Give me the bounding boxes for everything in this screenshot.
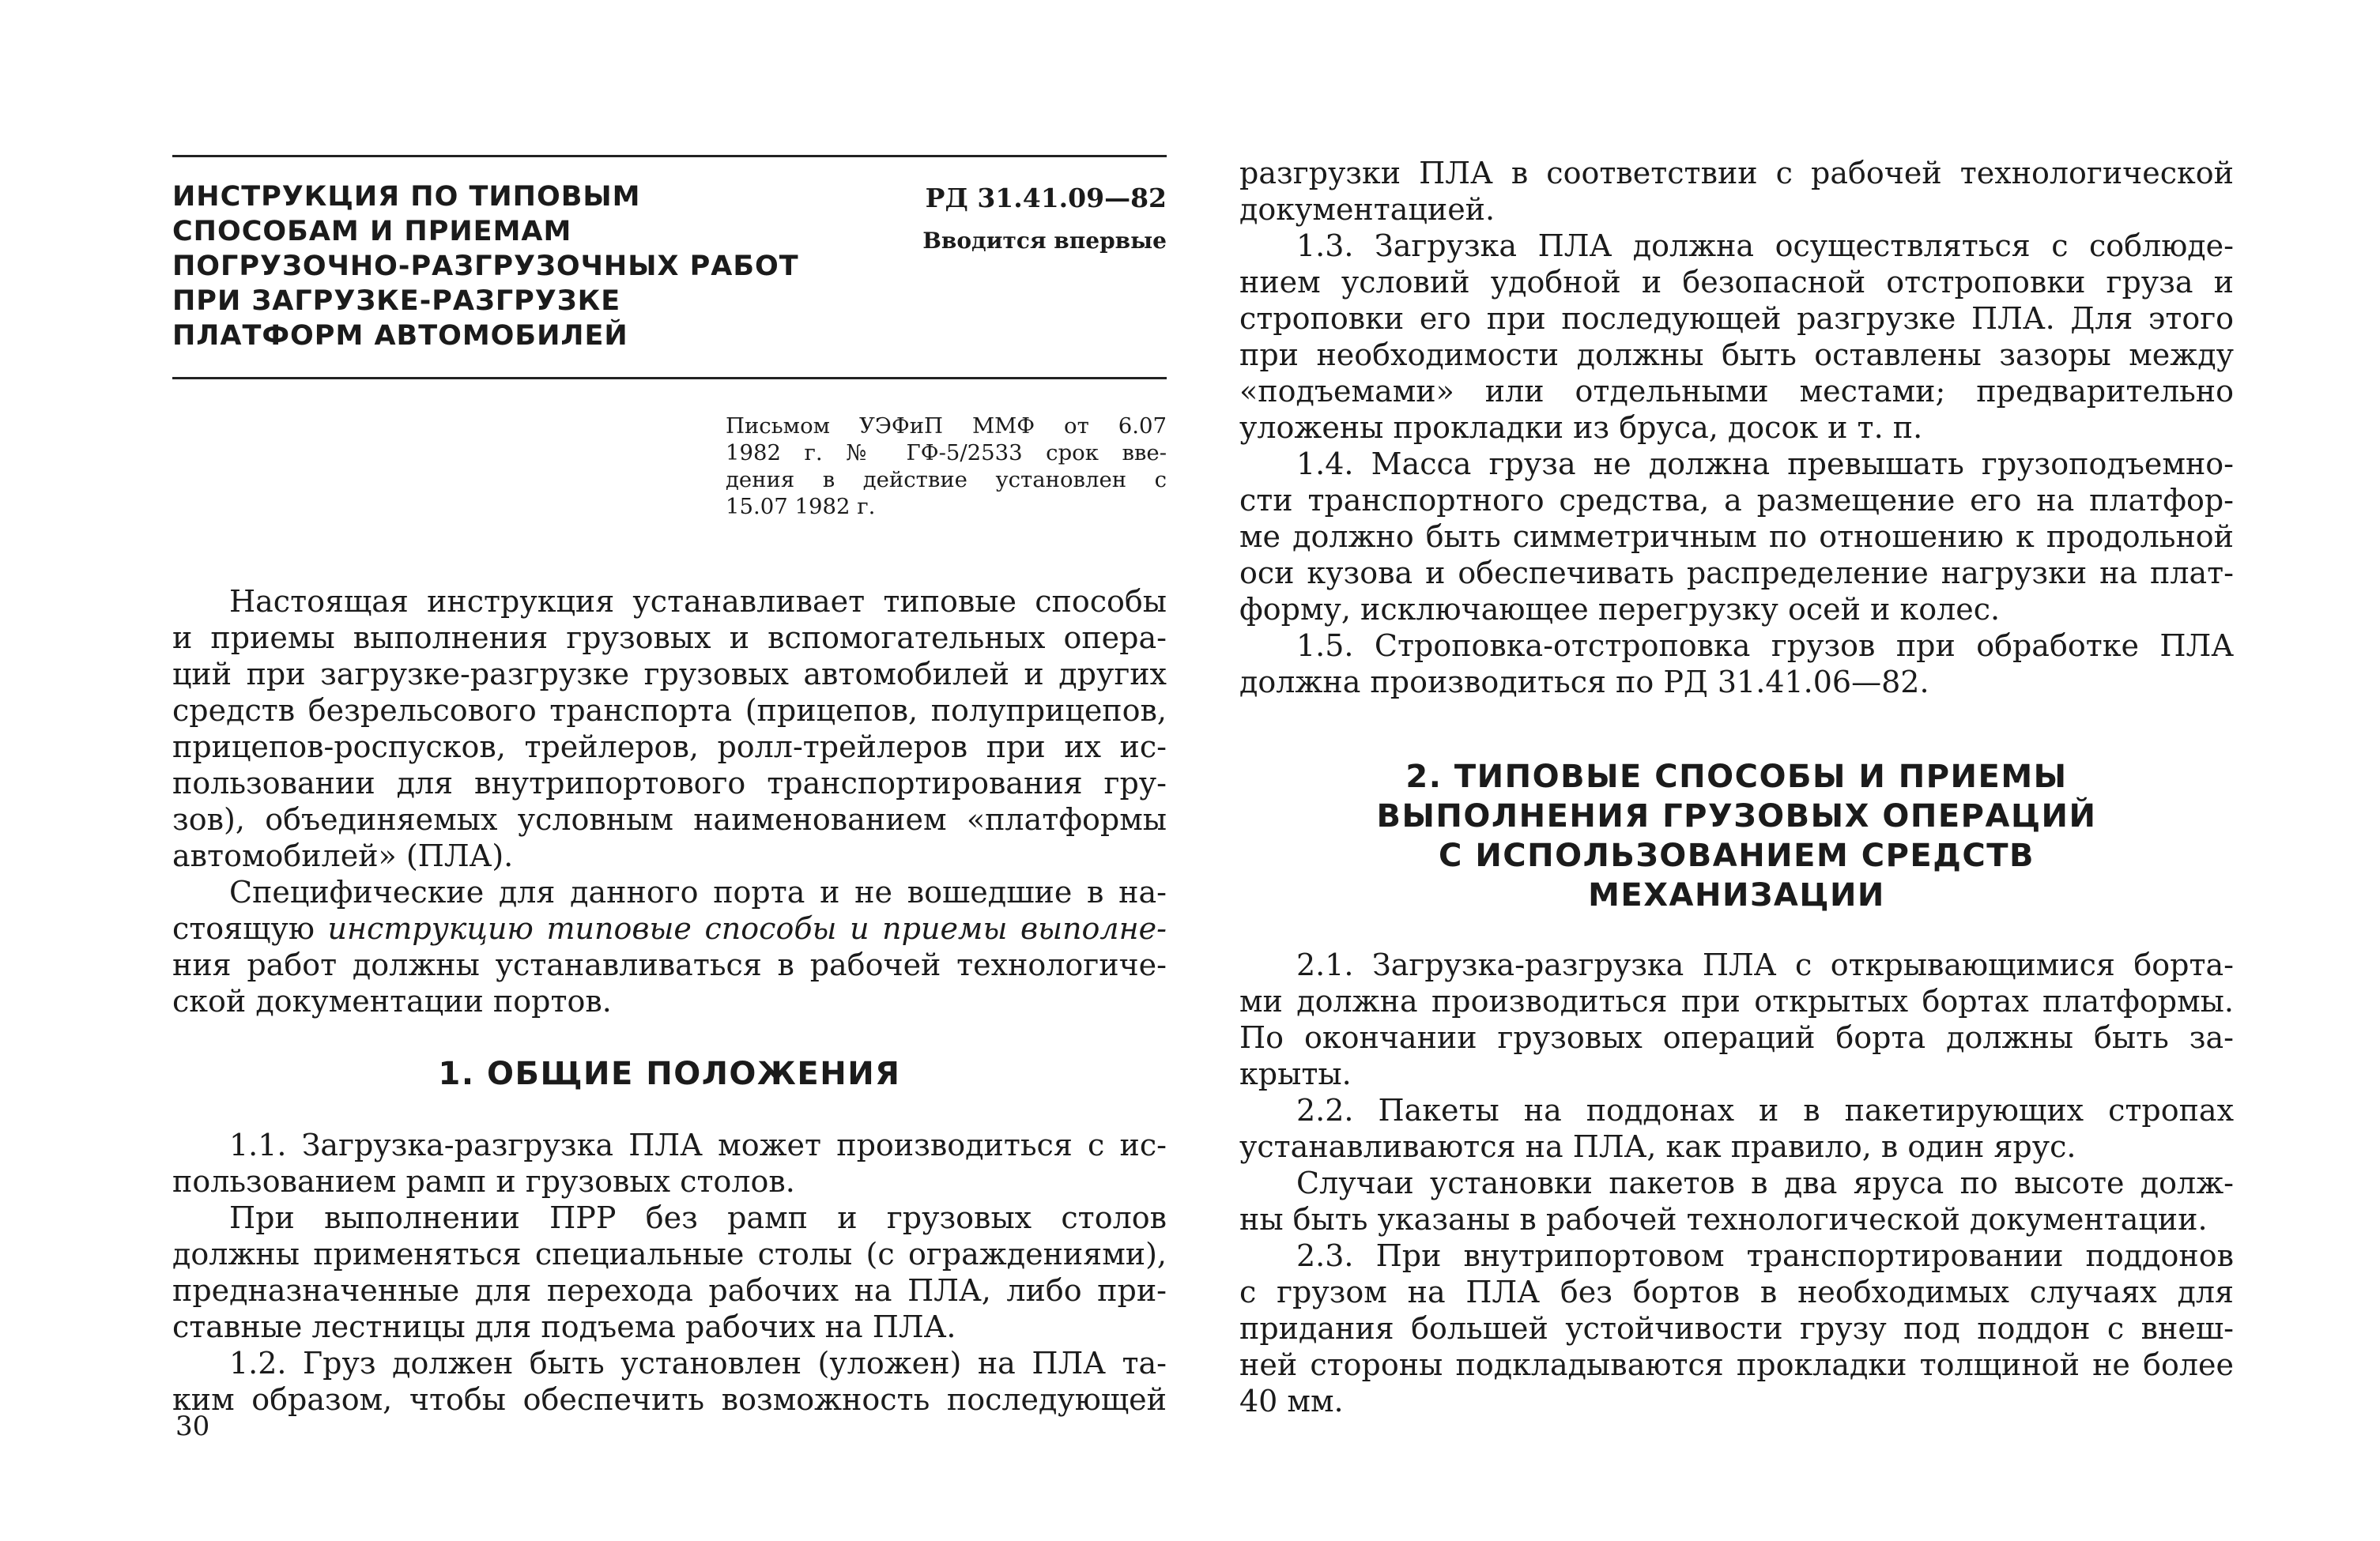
text-line: «подъемами» или отдельными местами; предварительно: [1239, 374, 2234, 409]
heading-line: 2. ТИПОВЫЕ СПОСОБЫ И ПРИЕМЫ: [1405, 759, 2068, 795]
italic-fragment: инструкцию типовые способы и приемы выполне-: [327, 911, 1167, 946]
text-line: ций при загрузке-разгрузке грузовых автомобилей и других: [172, 657, 1167, 691]
section-1-heading: 1. ОБЩИЕ ПОЛОЖЕНИЯ: [438, 1056, 901, 1092]
text-line: должны применяться специальные столы (с ограждениями),: [172, 1237, 1167, 1272]
text-line: нием условий удобной и безопасной отстроповки груза и: [1239, 265, 2234, 300]
note-line: Письмом УЭФиП ММФ от 6.07: [726, 413, 1167, 439]
text-line: и приемы выполнения грузовых и вспомогательных опера-: [172, 620, 1167, 655]
note-line: 15.07 1982 г.: [726, 494, 876, 519]
text-line: пользованием рамп и грузовых столов.: [172, 1164, 795, 1199]
text-line: документацией.: [1239, 192, 1496, 227]
header-bottom-rule: [172, 377, 1167, 379]
text-line: строповки его при последующей разгрузке ПЛА. Для этого: [1239, 301, 2234, 336]
document-status: Вводится впервые: [922, 228, 1167, 254]
document-code: РД 31.41.09—82: [925, 183, 1167, 213]
note-line: дения в действие установлен с: [726, 467, 1167, 492]
document-header: [172, 157, 1167, 377]
text-line: 1.3. Загрузка ПЛА должна осуществляться с соблюде-: [1296, 228, 2234, 263]
text-line: ставные лестницы для подъема рабочих на ПЛА.: [172, 1309, 956, 1344]
text-line: Случаи установки пакетов в два яруса по высоте долж-: [1296, 1166, 2234, 1200]
text-line: предназначенные для перехода рабочих на ПЛА, либо при-: [172, 1273, 1167, 1308]
text-fragment: стоящую: [172, 911, 328, 946]
clause-1-2: [172, 1345, 1167, 1418]
text-line: Настоящая инструкция устанавливает типовые способы: [229, 584, 1167, 619]
text-line: прицепов-роспусков, трейлеров, ролл-трейлеров при их ис-: [172, 729, 1167, 764]
text-line: Специфические для данного порта и не вошедшие в на-: [229, 875, 1167, 910]
text-line: пользовании для внутрипортового транспортирования гру-: [172, 766, 1167, 801]
heading-line: С ИСПОЛЬЗОВАНИЕМ СРЕДСТВ: [1439, 838, 2035, 874]
left-column: [172, 155, 1167, 1418]
text-line: [172, 910, 1167, 947]
text-line: ней стороны подкладываются прокладки толщиной не более: [1239, 1347, 2234, 1382]
text-line: уложены прокладки из бруса, досок и т. п.: [1239, 410, 1923, 445]
text-line: зов), объединяемых условным наименованием «платформы: [172, 802, 1167, 837]
text-line: разгрузки ПЛА в соответствии с рабочей технологической: [1239, 156, 2234, 190]
clause-1-3: [1239, 228, 2234, 446]
text-line: ким образом, чтобы обеспечить возможность последующей: [172, 1382, 1167, 1417]
clause-2-2-continued: [1239, 1165, 2234, 1238]
title-line: ПЛАТФОРМ АВТОМОБИЛЕЙ: [172, 320, 628, 352]
title-line: ПОГРУЗОЧНО-РАЗГРУЗОЧНЫХ РАБОТ: [172, 251, 799, 282]
document-title: [172, 179, 820, 353]
note-line: 1982 г. № ГФ-5/2533 срок вве-: [726, 440, 1167, 465]
clause-1-1: [172, 1127, 1167, 1200]
text-line: средств безрельсового транспорта (прицепов, полуприцепов,: [172, 693, 1167, 728]
clause-2-1: [1239, 947, 2234, 1092]
text-line: 2.3. При внутрипортовом транспортировании поддонов: [1296, 1238, 2234, 1273]
text-line: ской документации портов.: [172, 984, 612, 1019]
clause-2-3: [1239, 1238, 2234, 1419]
text-line: крыты.: [1239, 1057, 1352, 1091]
text-line: ми должна производиться при открытых бортах платформы.: [1239, 984, 2234, 1019]
right-column: [1239, 155, 2234, 1419]
text-line: автомобилей» (ПЛА).: [172, 838, 514, 873]
text-line: с грузом на ПЛА без бортов в необходимых случаях для: [1239, 1275, 2234, 1309]
heading-line: ВЫПОЛНЕНИЯ ГРУЗОВЫХ ОПЕРАЦИЙ: [1376, 798, 2097, 835]
text-line: форму, исключающее перегрузку осей и колес.: [1239, 592, 2001, 627]
document-meta: [922, 179, 1167, 353]
text-line: При выполнении ПРР без рамп и грузовых столов: [229, 1200, 1167, 1235]
page-number: 30: [175, 1411, 210, 1442]
text-line: придания большей устойчивости грузу под поддон с внеш-: [1239, 1311, 2234, 1346]
clause-1-5: [1239, 627, 2234, 700]
text-line: 2.1. Загрузка-разгрузка ПЛА с открывающимися борта-: [1296, 948, 2234, 982]
clause-1-1-continued: [172, 1200, 1167, 1345]
text-line: По окончании грузовых операций борта должны быть за-: [1239, 1020, 2234, 1055]
intro-paragraph-2: [172, 874, 1167, 1019]
text-line: ния работ должны устанавливаться в рабочей технологиче-: [172, 948, 1167, 982]
text-line: 1.1. Загрузка-разгрузка ПЛА может производиться с ис-: [229, 1128, 1167, 1162]
text-line: при необходимости должны быть оставлены зазоры между: [1239, 337, 2234, 372]
clause-2-2: [1239, 1092, 2234, 1165]
text-line: устанавливаются на ПЛА, как правило, в один ярус.: [1239, 1129, 2076, 1164]
text-line: должна производиться по РД 31.41.06—82.: [1239, 665, 1929, 699]
enactment-note: [726, 413, 1167, 520]
title-line: СПОСОБАМ И ПРИЕМАМ: [172, 216, 572, 247]
text-line: ме должно быть симметричным по отношению к продольной: [1239, 519, 2234, 554]
text-line: оси кузова и обеспечивать распределение нагрузки на плат-: [1239, 556, 2234, 590]
title-line: ПРИ ЗАГРУЗКЕ-РАЗГРУЗКЕ: [172, 285, 621, 317]
text-line: сти транспортного средства, а размещение его на платфор-: [1239, 483, 2234, 518]
section-2-heading: [1239, 757, 2234, 915]
clause-1-2-continued: [1239, 155, 2234, 228]
heading-line: МЕХАНИЗАЦИИ: [1588, 877, 1885, 914]
text-line: 1.2. Груз должен быть установлен (уложен) на ПЛА та-: [229, 1346, 1167, 1381]
text-line: 1.5. Строповка-отстроповка грузов при обработке ПЛА: [1296, 628, 2234, 663]
intro-paragraph-1: [172, 583, 1167, 874]
text-line: 2.2. Пакеты на поддонах и в пакетирующих стропах: [1296, 1093, 2234, 1128]
title-line: ИНСТРУКЦИЯ ПО ТИПОВЫМ: [172, 181, 641, 213]
text-line: 40 мм.: [1239, 1384, 1344, 1419]
clause-1-4: [1239, 446, 2234, 627]
text-line: ны быть указаны в рабочей технологической документации.: [1239, 1202, 2208, 1237]
text-line: 1.4. Масса груза не должна превышать грузоподъемно-: [1296, 446, 2234, 481]
